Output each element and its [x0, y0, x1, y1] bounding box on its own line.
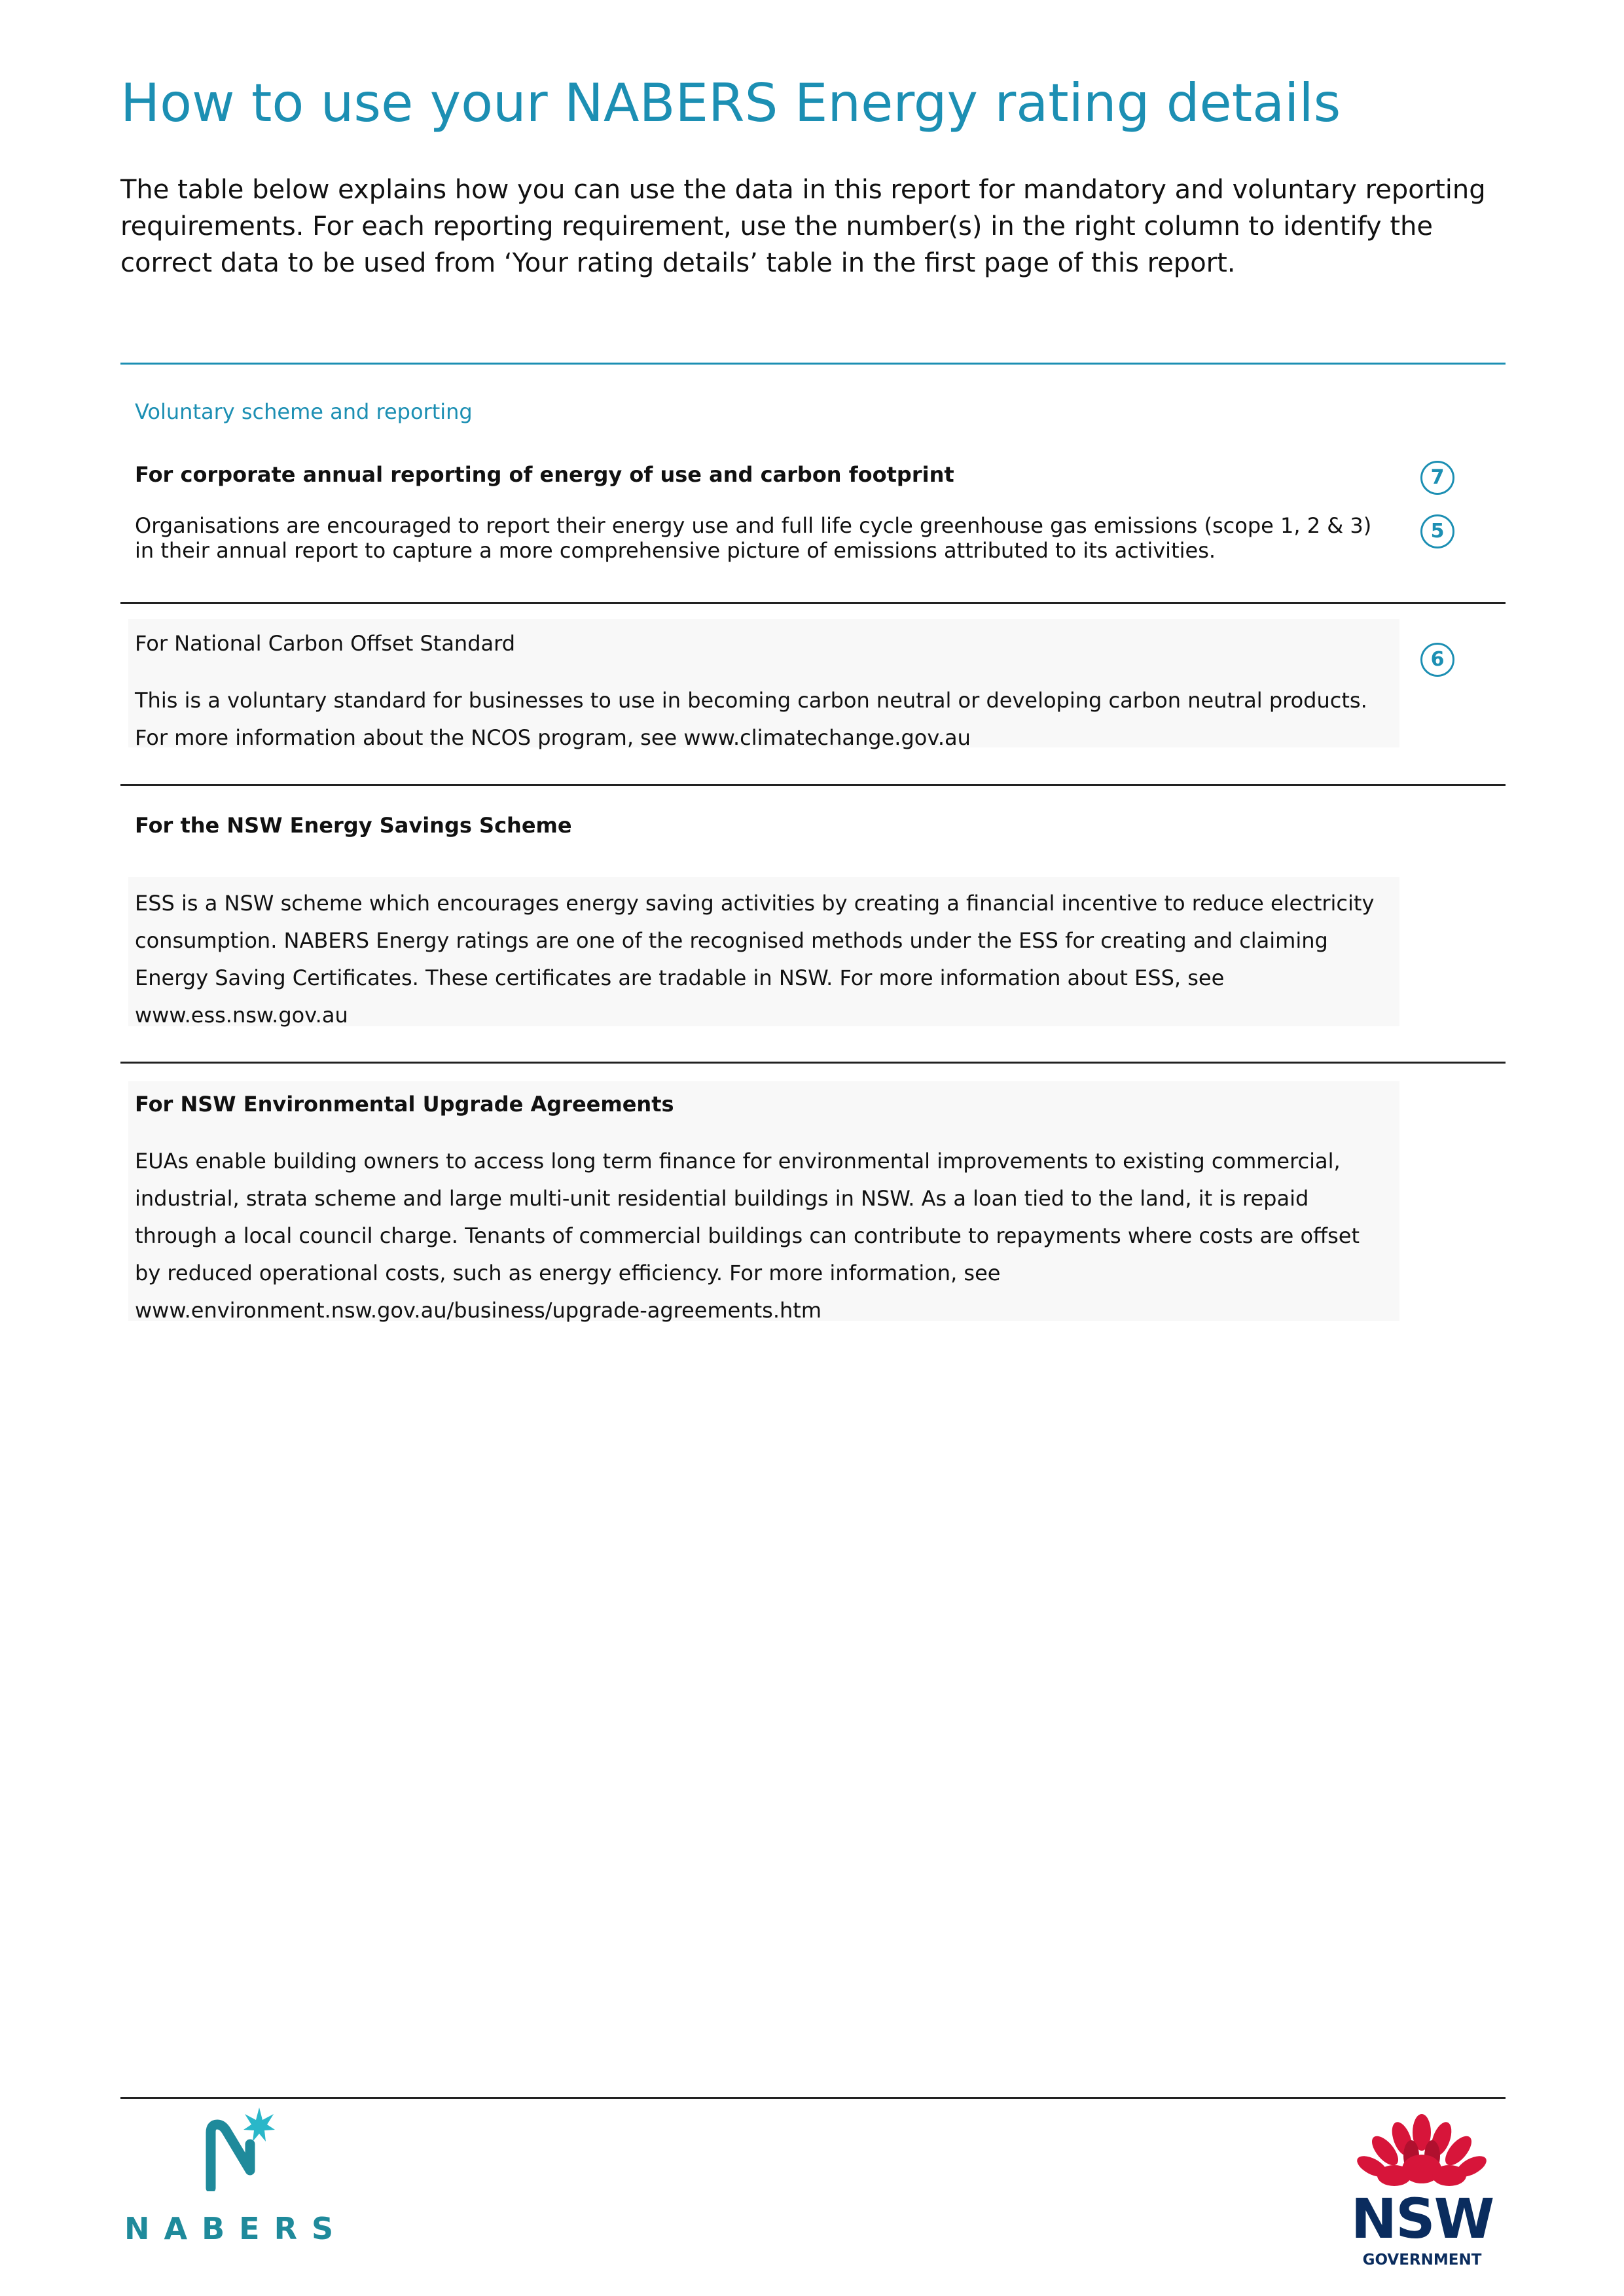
footer-rule: [120, 2097, 1506, 2099]
data-number-badge: 7: [1420, 461, 1454, 495]
nsw-government-logo: [1348, 2113, 1496, 2283]
row-divider: [120, 784, 1506, 786]
row-body: ESS is a NSW scheme which encourages energy saving activities by creating a financial incentive to reduce electricity consumption. NABERS Energy ratings are one of the recognised methods under the ESS for creating and claiming Energy Saving Certificates. These certificates are tradable in NSW. For more information about ESS, see www.ess.nsw.gov.au: [135, 891, 1375, 1028]
data-number-badge: 6: [1420, 643, 1454, 677]
nabers-wordmark: NABERS: [124, 2211, 348, 2246]
nsw-wordmark: NSW: [1350, 2187, 1494, 2251]
row-body: EUAs enable building owners to access long term finance for environmental improvements to existing commercial, industrial, strata scheme and large multi-unit residential buildings in NSW. As a loan tied to the land, it is repaid through a local council charge. Tenants of commercial buildings can contribute to repayments where costs are offset by reduced operational costs, such as energy efficiency. For more information, see www.environment.nsw.gov.au/business/upgrade-agreements.htm: [135, 1149, 1360, 1323]
row-body: Organisations are encouraged to report their energy use and full life cycle greenhouse gas emissions (scope 1, 2 & 3) in their annual report to capture a more comprehensive picture of emissions attributed to its activities.: [135, 513, 1372, 563]
government-wordmark: GOVERNMENT: [1362, 2251, 1482, 2269]
section-top-rule: [120, 363, 1506, 365]
row-title: For NSW Environmental Upgrade Agreements: [135, 1092, 674, 1117]
section-label: Voluntary scheme and reporting: [135, 399, 473, 424]
intro-paragraph: The table below explains how you can use the data in this report for mandatory and voluntary reporting requirements. For each reporting requirement, use the number(s) in the right column to identify the correct data to be used from ‘Your rating details’ table in the first page of this report.: [120, 175, 1486, 278]
row-body: This is a voluntary standard for businesses to use in becoming carbon neutral or developing carbon neutral products. For more information about the NCOS program, see www.climatechange.gov.au: [135, 688, 1367, 750]
nabers-logo: [124, 2106, 348, 2257]
row-title: For the NSW Energy Savings Scheme: [135, 813, 572, 838]
waratah-icon: [1348, 2113, 1496, 2191]
row-divider: [120, 602, 1506, 604]
page-title: How to use your NABERS Energy rating details: [120, 73, 1341, 134]
row-title: For National Carbon Offset Standard: [135, 631, 516, 656]
row-title: For corporate annual reporting of energy of use and carbon footprint: [135, 462, 954, 487]
data-number-badge: 5: [1420, 514, 1454, 548]
row-divider: [120, 1062, 1506, 1064]
nabers-star-icon: [203, 2106, 275, 2191]
